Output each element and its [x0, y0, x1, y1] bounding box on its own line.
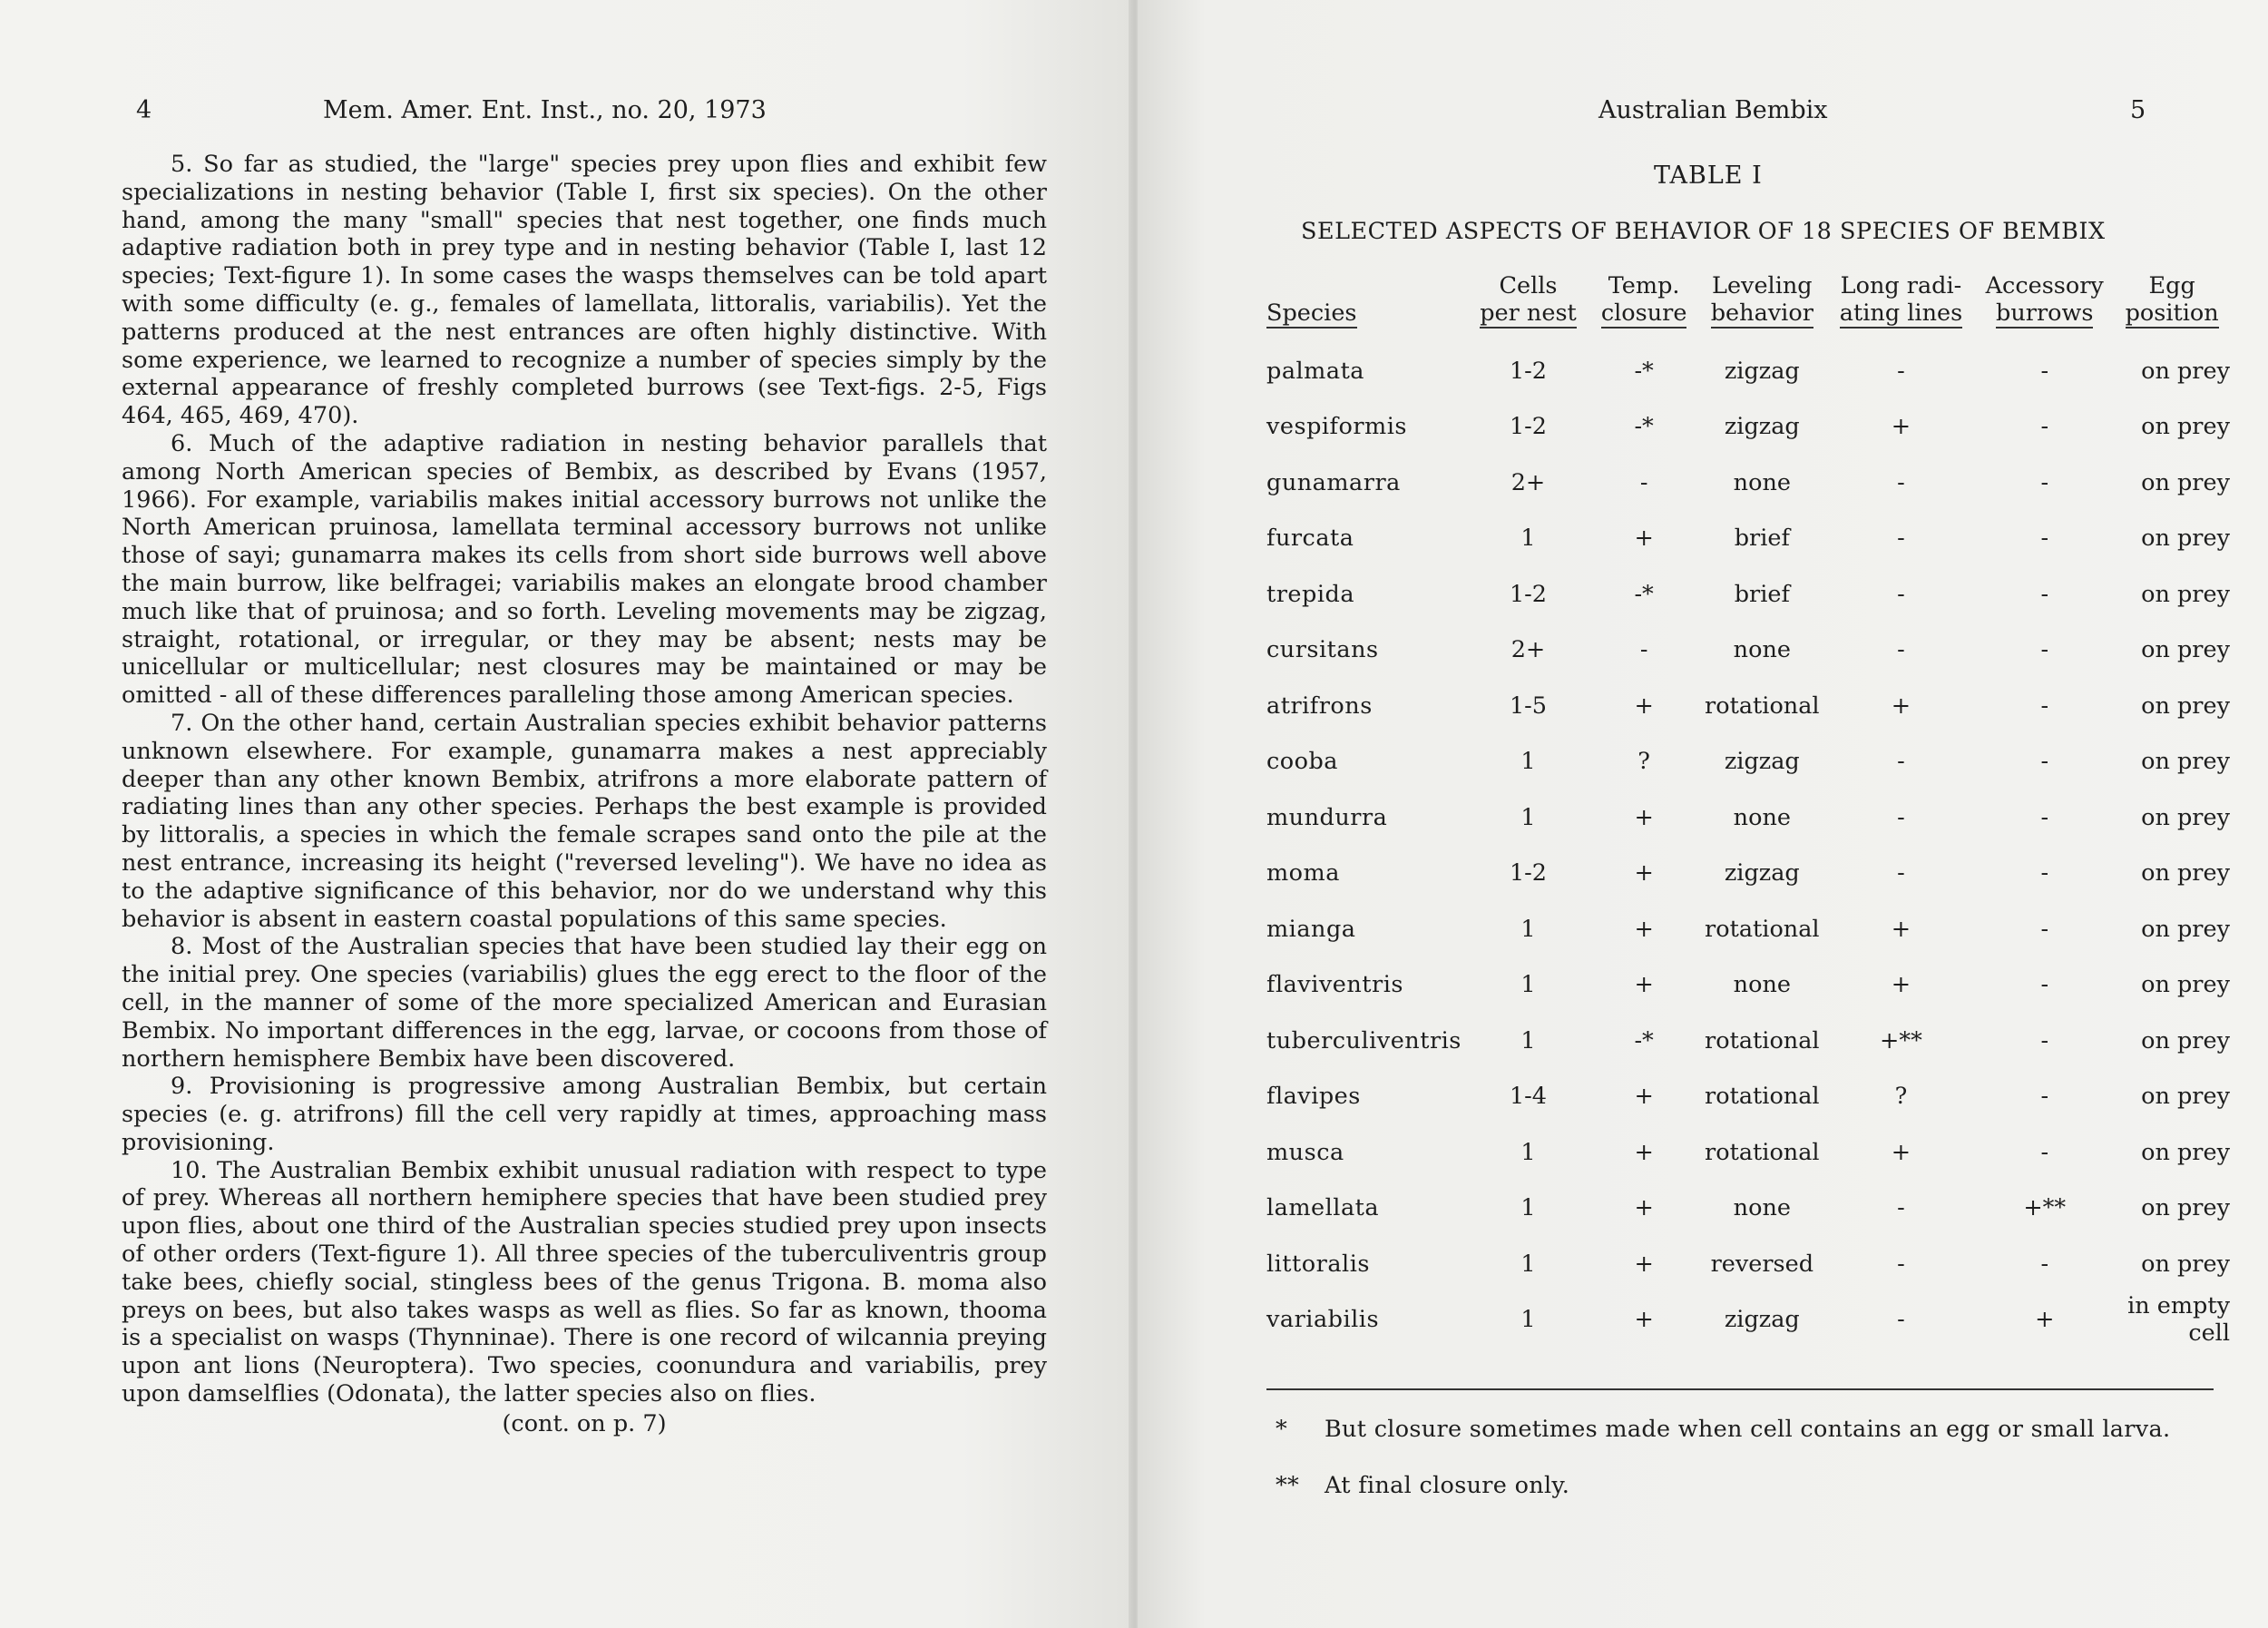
- table-cell: -: [2040, 580, 2049, 608]
- table-cell: 1: [1520, 803, 1536, 831]
- table-cell: +: [1634, 1250, 1654, 1278]
- table-cell: +: [1634, 1083, 1654, 1111]
- table-label: TABLE I: [1654, 162, 1763, 190]
- column-header: Long radi- ating lines: [1839, 272, 1963, 327]
- table-row: [1259, 789, 2230, 846]
- table-cell: brief: [1734, 580, 1790, 608]
- table-cell: 1: [1520, 1250, 1536, 1278]
- table-cell: 1-2: [1509, 357, 1548, 385]
- table-cell: -: [1897, 748, 1905, 776]
- table-cell: -: [1897, 468, 1905, 496]
- species-cell: tuberculiventris: [1266, 1026, 1461, 1054]
- body-text: [122, 151, 1047, 1438]
- table-cell: zigzag: [1724, 1306, 1800, 1334]
- table-cell: zigzag: [1724, 413, 1800, 441]
- table-cell: +: [1891, 971, 1911, 999]
- species-cell: atrifrons: [1266, 691, 1373, 720]
- paragraph: 5. So far as studied, the "large" species prey upon flies and exhibit few specializations in nesting behavior (Table I, first six species). On the other hand, among the many "small" species that nest together, one finds much adaptive radiation both in prey type and in nesting behavior (Table I, last 12 species; Text-figure 1). In some cases the wasps themselves can be told apart with some difficulty (e. g., females of lamellata, littoralis, variabilis). Yet the patterns produced at the nest entrances are often highly distinctive. With some experience, we learned to recognize a number of species simply by the external appearance of freshly completed burrows (see Text-figs. 2-5, Figs 464, 465, 469, 470).: [122, 151, 1047, 430]
- table-cell: +: [1634, 1306, 1654, 1334]
- table-cell: -: [2040, 971, 2049, 999]
- table-cell: -: [1897, 357, 1905, 385]
- table-cell: +: [1634, 1138, 1654, 1166]
- footnote-mark: *: [1276, 1416, 1288, 1443]
- page-number: 4: [136, 96, 152, 124]
- table-cell: -: [2040, 915, 2049, 943]
- table-cell: none: [1733, 1194, 1791, 1222]
- table-cell: in empty cell: [2127, 1292, 2230, 1348]
- right-page: [1138, 0, 2268, 1628]
- table-caption: SELECTED ASPECTS OF BEHAVIOR OF 18 SPECIES OF BEMBIX: [1301, 218, 2106, 245]
- species-cell: palmata: [1266, 357, 1365, 385]
- table-row: [1259, 623, 2230, 679]
- table-cell: on prey: [2141, 971, 2230, 999]
- footnote-text: But closure sometimes made when cell contains an egg or small larva.: [1325, 1416, 2171, 1443]
- table-cell: -: [2040, 803, 2049, 831]
- table-cell: -: [1897, 859, 1905, 888]
- table-cell: 1: [1520, 1194, 1536, 1222]
- table-cell: 1-2: [1509, 580, 1548, 608]
- page-number: 5: [2130, 96, 2146, 124]
- table-cell: reversed: [1710, 1250, 1814, 1278]
- table-cell: 1: [1520, 1026, 1536, 1054]
- column-header: Accessory burrows: [1985, 272, 2104, 327]
- table-cell: -: [1639, 636, 1648, 664]
- table-cell: -: [2040, 691, 2049, 720]
- table-cell: -: [1639, 468, 1648, 496]
- table-row: [1259, 957, 2230, 1014]
- footnote: [1276, 1416, 2170, 1443]
- table-cell: 1: [1520, 748, 1536, 776]
- table-cell: on prey: [2141, 1083, 2230, 1111]
- table-cell: +: [1634, 1194, 1654, 1222]
- table-row: [1259, 511, 2230, 567]
- table-cell: -*: [1634, 413, 1654, 441]
- table-cell: ?: [1894, 1083, 1908, 1111]
- table-cell: -*: [1634, 580, 1654, 608]
- table-cell: -: [1897, 1306, 1905, 1334]
- table-cell: -*: [1634, 1026, 1654, 1054]
- column-header: Species: [1266, 299, 1357, 327]
- table-row: [1259, 734, 2230, 790]
- table-cell: on prey: [2141, 525, 2230, 553]
- species-cell: flavipes: [1266, 1083, 1361, 1111]
- table-cell: 1: [1520, 1138, 1536, 1166]
- table-cell: 2+: [1510, 468, 1546, 496]
- table-row: [1259, 1236, 2230, 1292]
- species-cell: moma: [1266, 859, 1340, 888]
- species-cell: mundurra: [1266, 803, 1388, 831]
- table-cell: +: [1634, 525, 1654, 553]
- table-cell: -: [2040, 1250, 2049, 1278]
- table-row: [1259, 343, 2230, 399]
- species-cell: gunamarra: [1266, 468, 1401, 496]
- table-cell: on prey: [2141, 413, 2230, 441]
- species-cell: vespiformis: [1266, 413, 1407, 441]
- column-header: Cells per nest: [1480, 272, 1577, 327]
- paragraph: 9. Provisioning is progressive among Australian Bembix, but certain species (e. g. atrifrons) fill the cell very rapidly at times, approaching mass provisioning.: [122, 1073, 1047, 1156]
- species-cell: furcata: [1266, 525, 1354, 553]
- table-cell: on prey: [2141, 468, 2230, 496]
- table-cell: -: [1897, 525, 1905, 553]
- table-row: [1259, 901, 2230, 957]
- table-cell: -: [2040, 357, 2049, 385]
- table-cell: 1: [1520, 525, 1536, 553]
- behavior-table: [1259, 272, 2230, 1348]
- table-cell: on prey: [2141, 357, 2230, 385]
- table-cell: 2+: [1510, 636, 1546, 664]
- species-cell: cursitans: [1266, 636, 1379, 664]
- species-cell: trepida: [1266, 580, 1355, 608]
- table-cell: on prey: [2141, 748, 2230, 776]
- species-cell: littoralis: [1266, 1250, 1370, 1278]
- table-row: [1259, 1124, 2230, 1181]
- table-cell: rotational: [1705, 691, 1820, 720]
- table-cell: +**: [2023, 1194, 2067, 1222]
- table-cell: on prey: [2141, 1250, 2230, 1278]
- table-cell: +: [2035, 1306, 2055, 1334]
- table-cell: rotational: [1705, 1083, 1820, 1111]
- table-cell: zigzag: [1724, 859, 1800, 888]
- table-cell: ?: [1637, 748, 1650, 776]
- table-cell: on prey: [2141, 636, 2230, 664]
- table-row: [1259, 1292, 2230, 1348]
- table-cell: 1: [1520, 1306, 1536, 1334]
- table-cell: -: [1897, 1194, 1905, 1222]
- table-cell: +: [1891, 915, 1911, 943]
- table-cell: rotational: [1705, 1138, 1820, 1166]
- table-cell: -: [2040, 1083, 2049, 1111]
- paragraph: 7. On the other hand, certain Australian species exhibit behavior patterns unknown elsewhere. For example, gunamarra makes a nest appreciably deeper than any other known Bembix, atrifrons a more elaborate pattern of radiating lines than any other species. Perhaps the best example is provided by littoralis, a species in which the female scrapes sand onto the pile at the nest entrance, increasing its height ("reversed leveling"). We have no idea as to the adaptive significance of this behavior, nor do we understand why this behavior is absent in eastern coastal populations of this same species.: [122, 709, 1047, 933]
- table-cell: +: [1634, 859, 1654, 888]
- table-cell: 1-2: [1509, 859, 1548, 888]
- table-cell: zigzag: [1724, 748, 1800, 776]
- species-cell: mianga: [1266, 915, 1356, 943]
- column-header: Temp. closure: [1600, 272, 1687, 327]
- table-cell: on prey: [2141, 859, 2230, 888]
- table-cell: on prey: [2141, 1026, 2230, 1054]
- table-cell: 1-5: [1509, 691, 1548, 720]
- left-page: [0, 0, 1132, 1628]
- table-cell: -: [1897, 803, 1905, 831]
- table-cell: 1-4: [1509, 1083, 1548, 1111]
- footnote-text: At final closure only.: [1325, 1472, 1570, 1499]
- table-cell: +: [1891, 1138, 1911, 1166]
- table-cell: 1: [1520, 915, 1536, 943]
- table-row: [1259, 1013, 2230, 1069]
- table-cell: +: [1891, 691, 1911, 720]
- table-row: [1259, 1069, 2230, 1125]
- table-cell: -: [2040, 1138, 2049, 1166]
- table-cell: rotational: [1705, 915, 1820, 943]
- table-row: [1259, 1181, 2230, 1237]
- table-cell: none: [1733, 971, 1791, 999]
- table-row: [1259, 566, 2230, 623]
- running-head: Mem. Amer. Ent. Inst., no. 20, 1973: [323, 96, 767, 124]
- continuation-note: (cont. on p. 7): [502, 1409, 667, 1437]
- table-rule: [1266, 1388, 2214, 1390]
- table-cell: -: [1897, 636, 1905, 664]
- table-cell: -: [2040, 748, 2049, 776]
- table-cell: +: [1891, 413, 1911, 441]
- table-cell: +: [1634, 915, 1654, 943]
- table-cell: +: [1634, 691, 1654, 720]
- table-cell: on prey: [2141, 1194, 2230, 1222]
- species-cell: musca: [1266, 1138, 1344, 1166]
- table-cell: on prey: [2141, 803, 2230, 831]
- table-cell: -: [1897, 580, 1905, 608]
- species-cell: variabilis: [1266, 1306, 1380, 1334]
- table-cell: -: [2040, 468, 2049, 496]
- table-row: [1259, 678, 2230, 734]
- table-cell: zigzag: [1724, 357, 1800, 385]
- table-cell: -*: [1634, 357, 1654, 385]
- species-cell: cooba: [1266, 748, 1339, 776]
- paragraph: 8. Most of the Australian species that have been studied lay their egg on the initial prey. One species (variabilis) glues the egg erect to the floor of the cell, in the manner of some of the more specialized American and Eurasian Bembix. No important differences in the egg, larvae, or cocoons from those of northern hemisphere Bembix have been discovered.: [122, 933, 1047, 1073]
- table-cell: 1: [1520, 971, 1536, 999]
- column-header: Leveling behavior: [1710, 272, 1813, 327]
- species-cell: lamellata: [1266, 1194, 1380, 1222]
- paragraph: 6. Much of the adaptive radiation in nesting behavior parallels that among North American species of Bembix, as described by Evans (1957, 1966). For example, variabilis makes initial accessory burrows not unlike the North American pruinosa, lamellata terminal accessory burrows not unlike those of sayi; gunamarra makes its cells from short side burrows well above the main burrow, like belfragei; variabilis makes an elongate brood chamber much like that of pruinosa; and so forth. Leveling movements may be zigzag, straight, rotational, or irregular, or they may be absent; nests may be unicellular or multicellular; nest closures may be maintained or may be omitted - all of these differences paralleling those among American species.: [122, 429, 1047, 710]
- footnote-mark: **: [1276, 1472, 1300, 1499]
- table-row: [1259, 846, 2230, 902]
- table-row: [1259, 399, 2230, 456]
- footnote: [1276, 1472, 1569, 1499]
- species-cell: flaviventris: [1266, 971, 1403, 999]
- table-cell: +: [1634, 971, 1654, 999]
- table-cell: -: [1897, 1250, 1905, 1278]
- running-head: Australian Bembix: [1598, 96, 1828, 124]
- table-body: [1259, 343, 2230, 1348]
- table-cell: -: [2040, 525, 2049, 553]
- column-header: Egg position: [2125, 272, 2219, 327]
- table-cell: +: [1634, 803, 1654, 831]
- table-cell: brief: [1734, 525, 1790, 553]
- table-cell: -: [2040, 413, 2049, 441]
- table-cell: none: [1733, 803, 1791, 831]
- table-cell: on prey: [2141, 580, 2230, 608]
- table-cell: -: [2040, 1026, 2049, 1054]
- table-row: [1259, 455, 2230, 511]
- table-cell: on prey: [2141, 1138, 2230, 1166]
- table-cell: on prey: [2141, 915, 2230, 943]
- table-cell: rotational: [1705, 1026, 1820, 1054]
- paragraph: 10. The Australian Bembix exhibit unusual radiation with respect to type of prey. Whereas all northern hemiphere species that have been studied prey upon flies, about one third of the Australian species studied prey upon insects of other orders (Text-figure 1). All three species of the tuberculiventris group take bees, chiefly social, stingless bees of the genus Trigona. B. moma also preys on bees, but also takes wasps as well as flies. So far as known, thooma is a specialist on wasps (Thynninae). There is one record of wilcannia preying upon ant lions (Neuroptera). Two species, coonundura and variabilis, prey upon damselflies (Odonata), the latter species also on flies.: [122, 1156, 1047, 1408]
- table-cell: on prey: [2141, 691, 2230, 720]
- table-cell: -: [2040, 636, 2049, 664]
- table-cell: +**: [1880, 1026, 1922, 1054]
- table-header-row: [1259, 272, 2230, 343]
- table-cell: -: [2040, 859, 2049, 888]
- table-cell: 1-2: [1509, 413, 1548, 441]
- table-cell: none: [1733, 636, 1791, 664]
- table-cell: none: [1733, 468, 1791, 496]
